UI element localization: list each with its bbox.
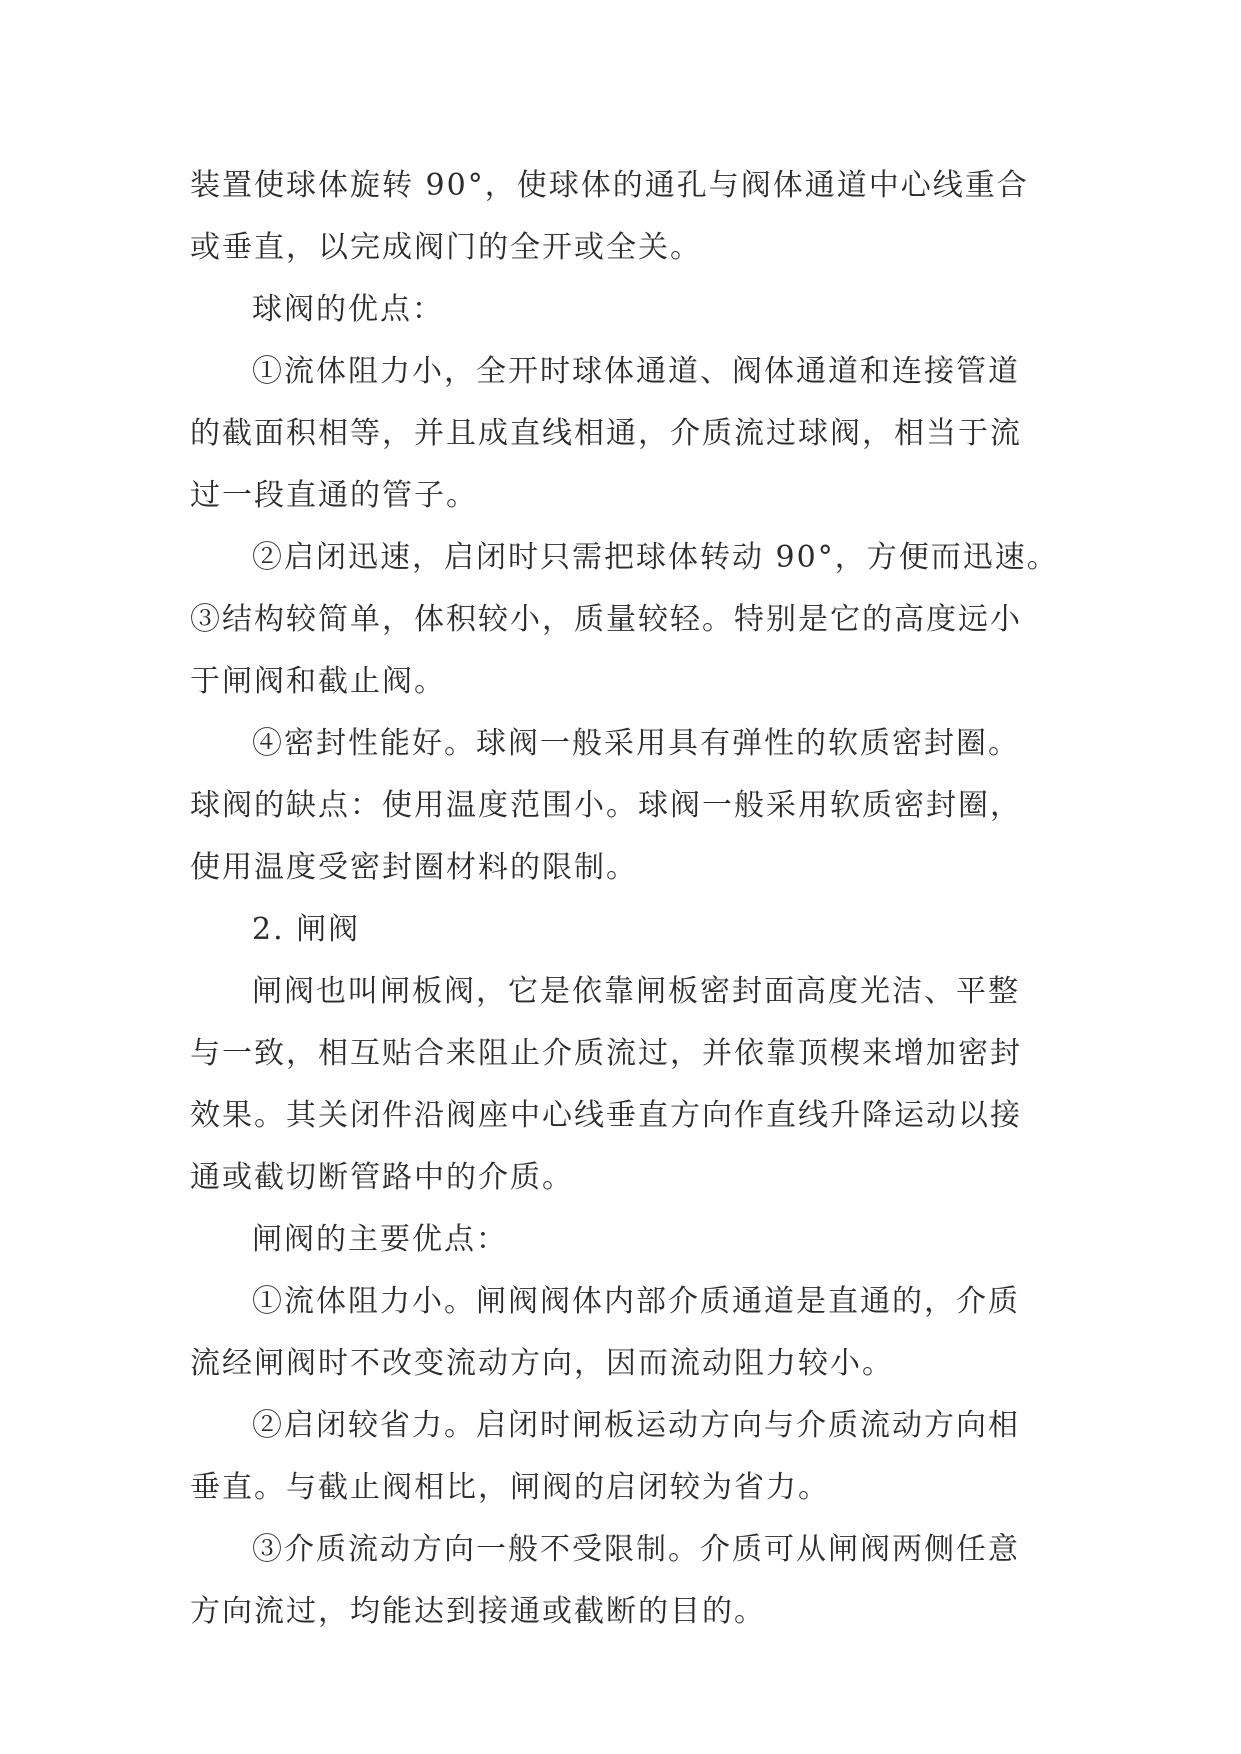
text-line: 闸阀也叫闸板阀，它是依靠闸板密封面高度光洁、平整 xyxy=(252,974,1020,1009)
text-line: 与一致，相互贴合来阻止介质流过，并依靠顶楔来增加密封 xyxy=(190,1036,1022,1071)
text-line: 使用温度受密封圈材料的限制。 xyxy=(190,850,638,885)
text-line: ②启闭较省力。启闭时闸板运动方向与介质流动方向相 xyxy=(252,1408,1020,1443)
text-line: 装置使球体旋转 90°，使球体的通孔与阀体通道中心线重合 xyxy=(190,168,1029,203)
text-line: 球阀的缺点：使用温度范围小。球阀一般采用软质密封圈， xyxy=(190,788,1022,823)
text-line: 效果。其关闭件沿阀座中心线垂直方向作直线升降运动以接 xyxy=(190,1098,1022,1133)
text-line: ③结构较简单，体积较小，质量较轻。特别是它的高度远小 xyxy=(190,602,1022,637)
text-line: 流经闸阀时不改变流动方向，因而流动阻力较小。 xyxy=(190,1346,894,1381)
text-line: 过一段直通的管子。 xyxy=(190,478,478,513)
text-line: 于闸阀和截止阀。 xyxy=(190,664,446,699)
heading-ball-valve-advantages: 球阀的优点： xyxy=(252,292,444,327)
text-line: ①流体阻力小。闸阀阀体内部介质通道是直通的，介质 xyxy=(252,1284,1020,1319)
text-line: 或垂直，以完成阀门的全开或全关。 xyxy=(190,230,702,265)
text-line: ④密封性能好。球阀一般采用具有弹性的软质密封圈。 xyxy=(252,726,1020,761)
text-line: 通或截切断管路中的介质。 xyxy=(190,1160,574,1195)
section-heading-gate-valve: 2. 闸阀 xyxy=(252,912,361,947)
text-line: ②启闭迅速，启闭时只需把球体转动 90°，方便而迅速。 xyxy=(252,540,1059,575)
heading-gate-valve-advantages: 闸阀的主要优点： xyxy=(252,1222,508,1257)
text-line: ③介质流动方向一般不受限制。介质可从闸阀两侧任意 xyxy=(252,1532,1020,1567)
body-text xyxy=(190,155,1070,1643)
text-line: 的截面积相等，并且成直线相通，介质流过球阀，相当于流 xyxy=(190,416,1022,451)
text-line: 垂直。与截止阀相比，闸阀的启闭较为省力。 xyxy=(190,1470,830,1505)
text-line: ①流体阻力小，全开时球体通道、阀体通道和连接管道 xyxy=(252,354,1020,389)
text-line: 方向流过，均能达到接通或截断的目的。 xyxy=(190,1594,766,1629)
